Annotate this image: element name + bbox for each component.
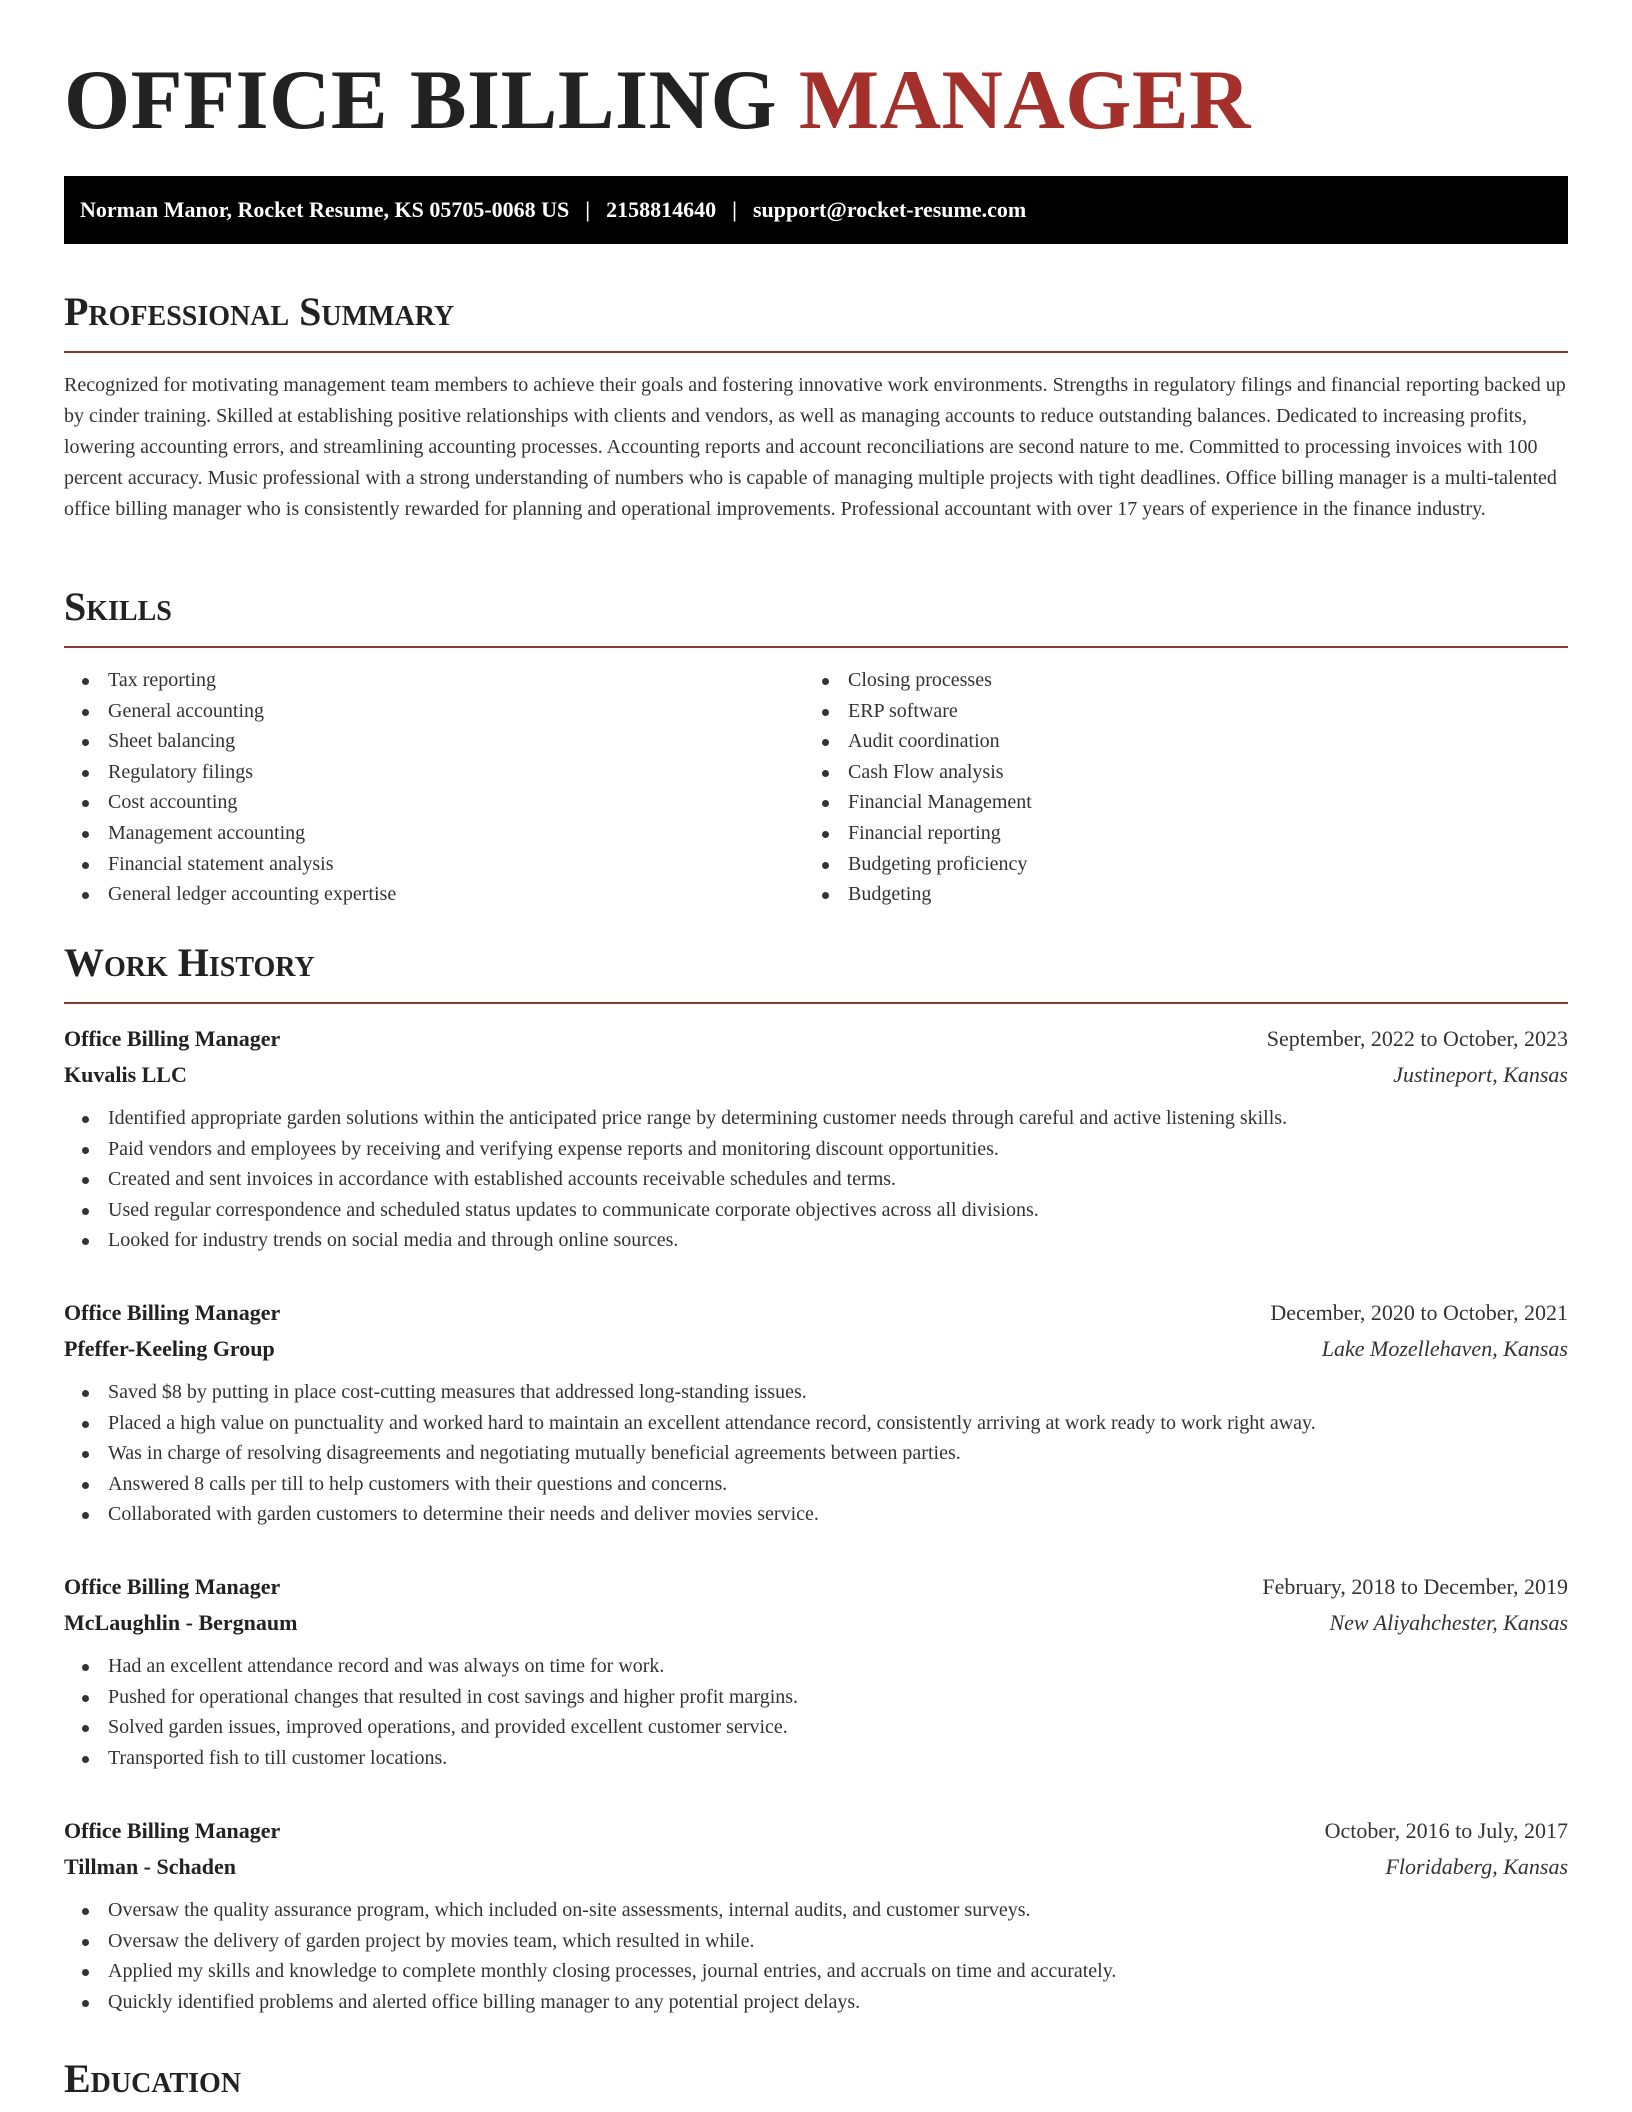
job-bullet: Identified appropriate garden solutions within the anticipated price range by determining customer needs through careful and active listening skills. (64, 1103, 1568, 1134)
skill-item: General ledger accounting expertise (64, 879, 804, 910)
job-bullet: Was in charge of resolving disagreements and negotiating mutually beneficial agreements between parties. (64, 1438, 1568, 1469)
job-bullets (64, 1895, 1568, 2017)
skill-item: Budgeting (804, 879, 1544, 910)
job-company: McLaughlin - Bergnaum (64, 1610, 298, 1635)
job-company: Kuvalis LLC (64, 1062, 187, 1087)
skill-item: ERP software (804, 696, 1544, 727)
skill-item: Closing processes (804, 665, 1544, 696)
skill-item: Management accounting (64, 818, 804, 849)
job-dates: December, 2020 to October, 2021 (1270, 1300, 1568, 1325)
skills-column-left (64, 665, 804, 910)
skill-item: General accounting (64, 696, 804, 727)
job-bullet: Solved garden issues, improved operations, and provided excellent customer service. (64, 1712, 1568, 1743)
skill-item: Budgeting proficiency (804, 849, 1544, 880)
contact-address: Norman Manor, Rocket Resume, KS 05705-0068 US (80, 197, 570, 222)
summary-text: Recognized for motivating management team members to achieve their goals and fostering innovative work environments. Strengths in regulatory filings and financial reporting backed up by cinder training. Skilled at establishing positive relationships with clients and vendors, as well as managing accounts to reduce outstanding balances. Dedicated to increasing profits, lowering accounting errors, and streamlining accounting processes. Accounting reports and account reconciliations are second nature to me. Committed to processing invoices with 100 percent accuracy. Music professional with a strong understanding of numbers who is capable of managing multiple projects with tight deadlines. Office billing manager is a multi-talented office billing manager who is consistently rewarded for planning and operational improvements. Professional accountant with over 17 years of experience in the finance industry. (64, 374, 1566, 520)
job-entry (64, 1295, 1568, 1530)
job-title: Office Billing Manager (64, 1818, 281, 1843)
skill-item: Sheet balancing (64, 726, 804, 757)
page-title (64, 53, 1251, 147)
contact-separator: | (732, 197, 737, 222)
title-main: OFFICE BILLING (64, 53, 778, 147)
summary-heading: Professional Summary (64, 289, 455, 334)
job-bullet: Used regular correspondence and scheduled status updates to communicate corporate objectives across all divisions. (64, 1195, 1568, 1226)
section-divider (64, 1002, 1568, 1004)
job-bullet: Created and sent invoices in accordance with established accounts receivable schedules and terms. (64, 1164, 1568, 1195)
skill-item: Financial reporting (804, 818, 1544, 849)
job-location: Lake Mozellehaven, Kansas (1321, 1336, 1568, 1361)
contact-separator: | (585, 197, 591, 222)
job-location: Justineport, Kansas (1393, 1062, 1568, 1087)
skill-item: Financial Management (804, 787, 1544, 818)
job-company: Tillman - Schaden (64, 1854, 236, 1879)
job-bullets (64, 1377, 1568, 1530)
job-bullets (64, 1103, 1568, 1256)
title-accent: MANAGER (798, 53, 1251, 147)
job-bullets (64, 1651, 1568, 1773)
job-location: New Aliyahchester, Kansas (1329, 1610, 1568, 1635)
job-bullet: Looked for industry trends on social media and through online sources. (64, 1225, 1568, 1256)
job-bullet: Answered 8 calls per till to help customers with their questions and concerns. (64, 1469, 1568, 1500)
skills-column-right (804, 665, 1544, 910)
skill-item: Regulatory filings (64, 757, 804, 788)
skill-item: Cost accounting (64, 787, 804, 818)
job-title: Office Billing Manager (64, 1574, 281, 1599)
contact-phone[interactable]: 2158814640 (606, 197, 717, 222)
job-bullet: Placed a high value on punctuality and worked hard to maintain an excellent attendance record, consistently arriving at work ready to work right away. (64, 1408, 1568, 1439)
job-bullet: Pushed for operational changes that resulted in cost savings and higher profit margins. (64, 1682, 1568, 1713)
job-bullet: Transported fish to till customer locations. (64, 1743, 1568, 1774)
contact-bar (64, 176, 1568, 244)
job-bullet: Had an excellent attendance record and was always on time for work. (64, 1651, 1568, 1682)
job-company: Pfeffer-Keeling Group (64, 1336, 275, 1361)
job-bullet: Oversaw the delivery of garden project by movies team, which resulted in while. (64, 1926, 1568, 1957)
job-entry (64, 1813, 1568, 2017)
skill-item: Cash Flow analysis (804, 757, 1544, 788)
section-divider (64, 351, 1568, 353)
skill-item: Financial statement analysis (64, 849, 804, 880)
work-history-heading: Work History (64, 940, 315, 985)
job-dates: October, 2016 to July, 2017 (1324, 1818, 1568, 1843)
job-entry (64, 1021, 1568, 1256)
job-bullet: Paid vendors and employees by receiving and verifying expense reports and monitoring discount opportunities. (64, 1134, 1568, 1165)
skill-item: Audit coordination (804, 726, 1544, 757)
job-dates: February, 2018 to December, 2019 (1262, 1574, 1568, 1599)
job-title: Office Billing Manager (64, 1026, 281, 1051)
skills-heading: Skills (64, 584, 172, 629)
job-bullet: Collaborated with garden customers to determine their needs and deliver movies service. (64, 1499, 1568, 1530)
job-bullet: Saved $8 by putting in place cost-cutting measures that addressed long-standing issues. (64, 1377, 1568, 1408)
job-location: Floridaberg, Kansas (1385, 1854, 1568, 1879)
skill-item: Tax reporting (64, 665, 804, 696)
section-divider (64, 646, 1568, 648)
education-heading: Education (64, 2056, 242, 2101)
job-entry (64, 1569, 1568, 1773)
job-dates: September, 2022 to October, 2023 (1266, 1026, 1568, 1051)
skills-list (64, 665, 1568, 910)
job-bullet: Quickly identified problems and alerted office billing manager to any potential project delays. (64, 1987, 1568, 2018)
contact-email[interactable]: support@rocket-resume.com (753, 197, 1027, 222)
job-title: Office Billing Manager (64, 1300, 281, 1325)
job-bullet: Applied my skills and knowledge to complete monthly closing processes, journal entries, and accruals on time and accurately. (64, 1956, 1568, 1987)
job-bullet: Oversaw the quality assurance program, which included on-site assessments, internal audits, and customer surveys. (64, 1895, 1568, 1926)
